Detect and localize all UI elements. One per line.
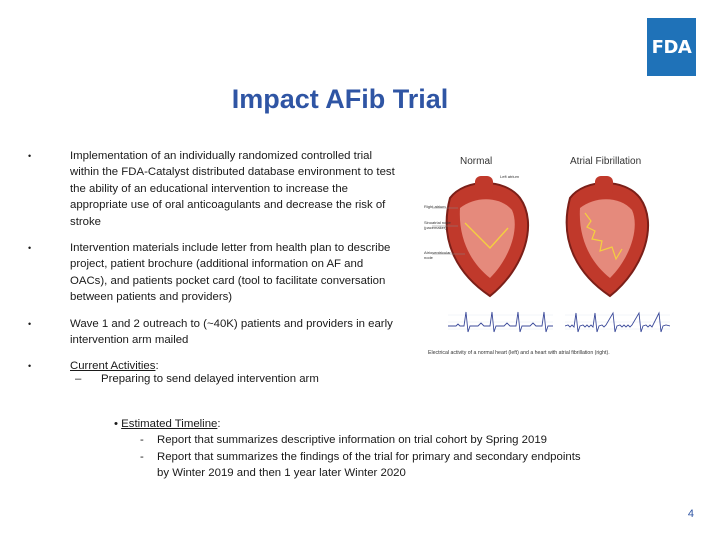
current-activities-label: Current Activities bbox=[70, 360, 156, 373]
title-text: Impact AFib Trial bbox=[231, 84, 449, 114]
bullet-item: • Implementation of an individually randomized controlled trial within the FDA-Catalyst distributed database environment to test the ability of an educational intervention to increase the appropriate use of oral anticoagulants and decrease the risk of stroke bbox=[28, 150, 395, 228]
bullet-text: Intervention materials include letter from health plan to describe project, patient brochure (additional information on AF and OACs), and patients pocket card (tool to facilitate conversation between patients and providers) bbox=[70, 242, 391, 304]
bullet-item: • Wave 1 and 2 outreach to (~40K) patients and providers in early intervention arm mailed bbox=[28, 317, 393, 347]
timeline-item-text: Report that summarizes descriptive information on trial cohort by Spring 2019 bbox=[157, 434, 547, 447]
afib-label: Atrial Fibrillation bbox=[570, 156, 642, 167]
fda-logo bbox=[647, 18, 696, 76]
figure-caption: Electrical activity of a normal heart (left) and a heart with atrial fibrillation (right). bbox=[428, 350, 610, 356]
annotation-right-atrium: Right atrium bbox=[424, 204, 446, 209]
heart-figure bbox=[420, 150, 680, 365]
page-title bbox=[0, 84, 680, 115]
annotation-av-node: Atrioventricular node bbox=[424, 250, 451, 260]
normal-heart-icon bbox=[447, 176, 528, 296]
timeline bbox=[114, 416, 594, 482]
annotation-left-atrium: Left atrium bbox=[500, 174, 519, 179]
afib-ecg-icon bbox=[565, 308, 670, 336]
timeline-heading: • Estimated Timeline: bbox=[114, 418, 221, 430]
timeline-item-text: Report that summarizes the findings of the trial for primary and secondary endpoints by Winter 2019 and then 1 year later Winter 2020 bbox=[157, 450, 581, 480]
normal-ecg-icon bbox=[448, 308, 553, 336]
timeline-item: - Report that summarizes descriptive information on trial cohort by Spring 2019 bbox=[140, 434, 547, 447]
timeline-colon: : bbox=[217, 418, 221, 430]
logo-text: FDA bbox=[651, 36, 692, 58]
heart-illustration bbox=[420, 168, 680, 318]
annotation-sa-node: Sinoatrial node (pacemaker) bbox=[424, 220, 451, 230]
timeline-item: - Report that summarizes the findings of the trial for primary and secondary endpoints by Winter 2019 and then 1 year later Winter 2020 bbox=[140, 450, 581, 480]
sub-item-text: Preparing to send delayed intervention arm bbox=[101, 373, 319, 385]
page-number: 4 bbox=[687, 508, 694, 520]
bullet-text: Wave 1 and 2 outreach to (~40K) patients and providers in early intervention arm mailed bbox=[70, 317, 393, 347]
current-activities-colon: : bbox=[155, 360, 159, 373]
timeline-label: Estimated Timeline bbox=[121, 418, 218, 430]
bullet-text: Implementation of an individually randomized controlled trial within the FDA-Catalyst distributed database environment to test the ability of an educational intervention to increase the appropriate use of oral anticoagulants and decrease the risk of stroke bbox=[70, 150, 395, 228]
sub-item: – Preparing to send delayed intervention arm bbox=[75, 373, 319, 385]
bullet-item: • Current Activities: bbox=[28, 360, 159, 373]
afib-heart-icon bbox=[567, 176, 648, 296]
normal-label: Normal bbox=[460, 156, 493, 167]
bullet-item: • Intervention materials include letter from health plan to describe project, patient brochure (additional information on AF and OACs), and patients pocket card (tool to facilitate conversation between patients and providers) bbox=[28, 242, 391, 304]
bullet-list bbox=[28, 148, 398, 385]
